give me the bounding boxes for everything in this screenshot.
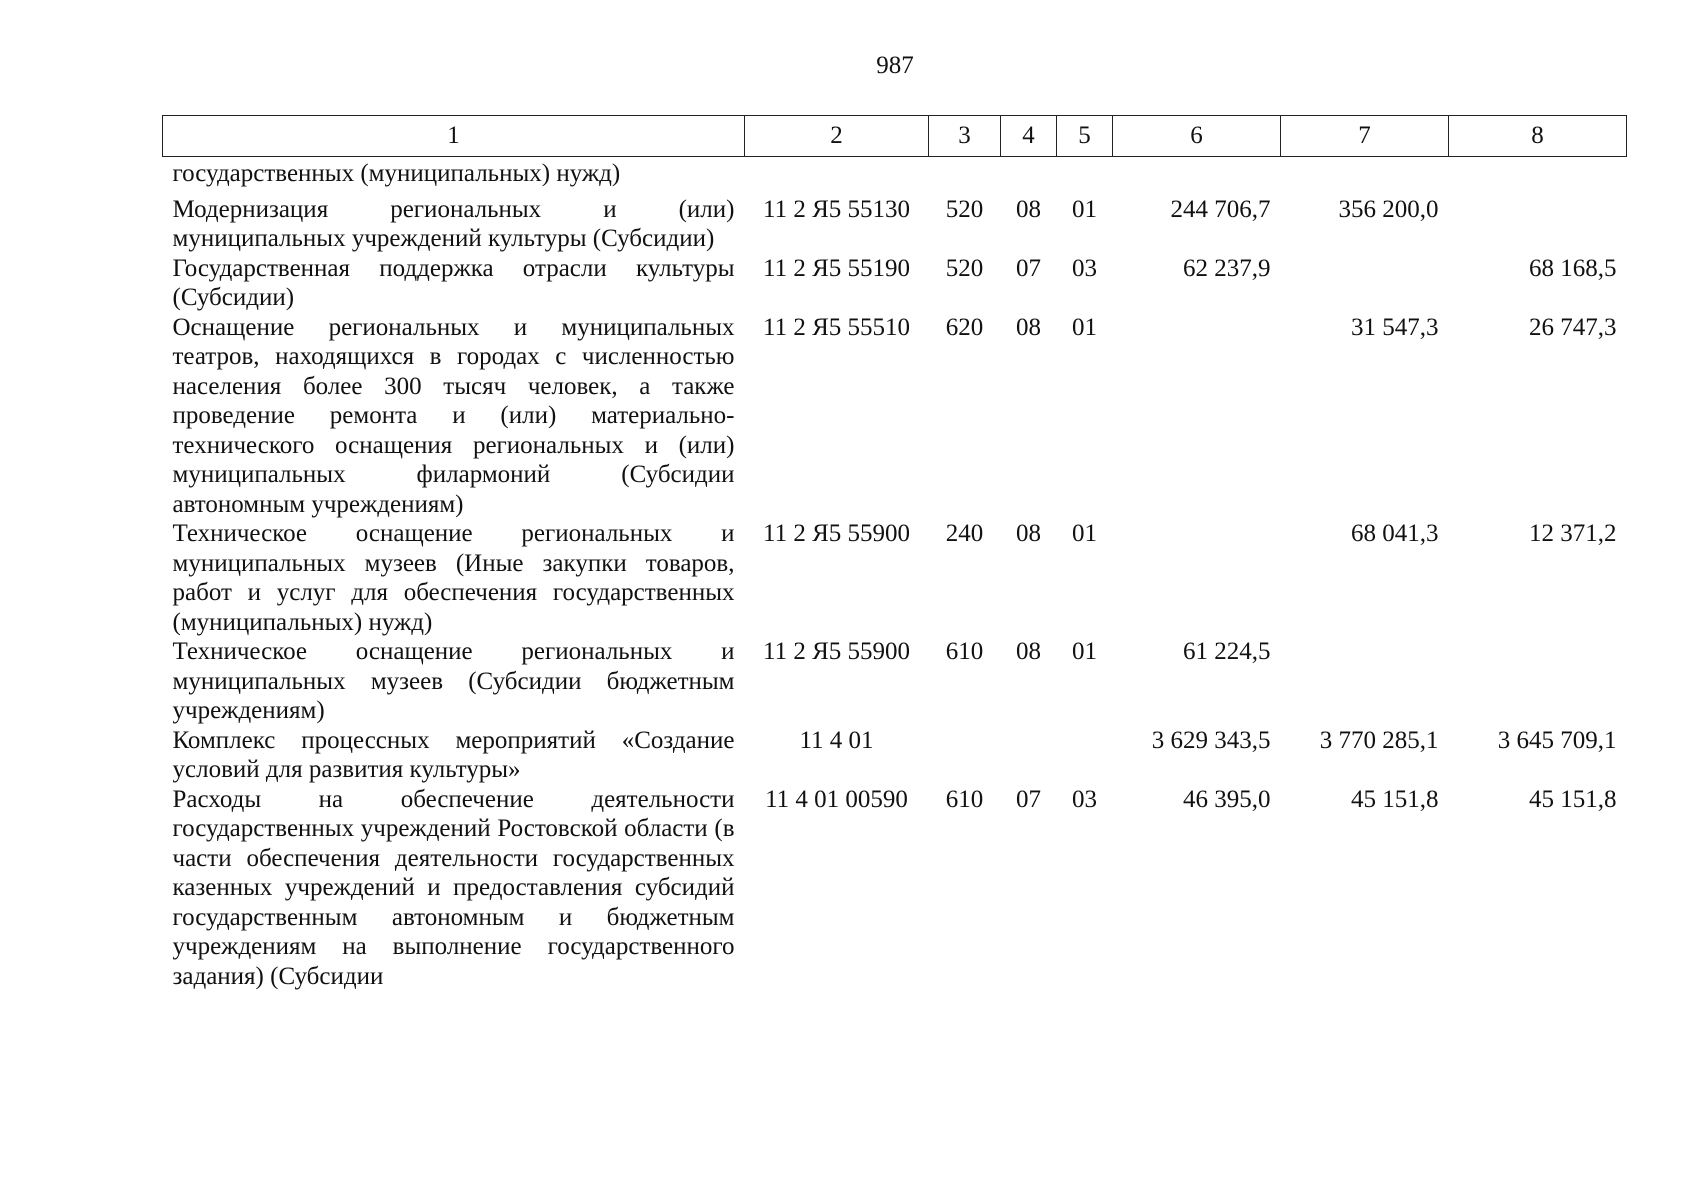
table-row xyxy=(163,313,1627,520)
header-col-8: 8 xyxy=(1449,116,1627,157)
row-expense-type: 520 xyxy=(945,195,984,223)
row-subsection: 03 xyxy=(1072,785,1097,813)
row-expense-type: 610 xyxy=(945,785,984,813)
row-value-7: 31 547,3 xyxy=(1351,313,1439,341)
row-value-7: 3 770 285,1 xyxy=(1319,726,1439,754)
row-value-6: 244 706,7 xyxy=(1170,195,1271,223)
row-description: Оснащение региональных и муниципальных театров, находящихся в городах с численностью населения более 300 тысяч человек, а также проведение ремонта и (или) материально-технического оснащения региональных и (или) муниципальных филармоний (Субсидии автономным учреждениям) xyxy=(172,313,735,518)
row-expense-type xyxy=(929,726,1001,785)
row-value-7: 45 151,8 xyxy=(1351,785,1439,813)
table-row xyxy=(163,726,1627,785)
row-value-7: 356 200,0 xyxy=(1338,195,1439,223)
row-value-6 xyxy=(1113,313,1281,520)
row-value-6 xyxy=(1113,157,1281,195)
row-value-6: 3 629 343,5 xyxy=(1151,726,1271,754)
row-description: Государственная поддержка отрасли культуры (Субсидии) xyxy=(172,254,735,311)
row-value-7: 68 041,3 xyxy=(1351,520,1439,547)
row-value-6: 62 237,9 xyxy=(1183,254,1271,282)
table-row xyxy=(163,254,1627,313)
row-value-8 xyxy=(1449,157,1627,195)
row-value-6: 61 224,5 xyxy=(1183,638,1271,665)
row-subsection: 01 xyxy=(1072,520,1097,547)
row-value-6 xyxy=(1113,519,1281,637)
table-row xyxy=(163,157,1627,195)
row-subsection xyxy=(1057,726,1113,785)
page-number: 987 xyxy=(876,52,914,79)
table-row xyxy=(163,785,1627,992)
row-target-code: 11 2 Я5 55900 xyxy=(763,638,910,665)
row-subsection: 01 xyxy=(1072,195,1097,223)
row-value-8 xyxy=(1449,637,1627,726)
row-value-7 xyxy=(1281,157,1449,195)
row-description: Техническое оснащение региональных и муниципальных музеев (Субсидии бюджетным учреждениям) xyxy=(172,638,735,724)
row-value-8: 68 168,5 xyxy=(1529,254,1617,282)
row-subsection xyxy=(1057,157,1113,195)
row-section xyxy=(1001,157,1057,195)
row-description: государственных (муниципальных) нужд) xyxy=(172,160,621,187)
header-col-6: 6 xyxy=(1113,116,1281,157)
row-value-8 xyxy=(1449,195,1627,254)
row-expense-type: 610 xyxy=(945,638,984,665)
row-expense-type: 520 xyxy=(945,254,984,282)
header-col-4: 4 xyxy=(1001,116,1057,157)
row-expense-type: 240 xyxy=(945,520,984,547)
row-target-code: 11 2 Я5 55510 xyxy=(763,313,910,341)
row-target-code: 11 2 Я5 55900 xyxy=(763,520,910,547)
table-row xyxy=(163,637,1627,726)
row-value-8: 26 747,3 xyxy=(1529,313,1617,341)
row-description: Техническое оснащение региональных и муниципальных музеев (Иные закупки товаров, работ и услуг для обеспечения государственных (муниципальных) нужд) xyxy=(172,520,735,636)
row-subsection: 01 xyxy=(1072,638,1097,665)
row-section: 08 xyxy=(1016,313,1041,341)
row-target-code: 11 4 01 00590 xyxy=(765,785,908,813)
row-subsection: 01 xyxy=(1072,313,1097,341)
row-subsection: 03 xyxy=(1072,254,1097,282)
header-col-7: 7 xyxy=(1281,116,1449,157)
table-row xyxy=(163,519,1627,637)
row-value-8: 3 645 709,1 xyxy=(1497,726,1617,754)
budget-table xyxy=(162,115,1627,991)
header-col-5: 5 xyxy=(1057,116,1113,157)
row-section xyxy=(1001,726,1057,785)
row-target-code: 11 2 Я5 55130 xyxy=(763,195,910,223)
table-row xyxy=(163,195,1627,254)
row-section: 08 xyxy=(1016,195,1041,223)
row-target-code xyxy=(745,157,929,195)
row-value-7 xyxy=(1281,637,1449,726)
row-value-7 xyxy=(1281,254,1449,313)
row-value-6: 46 395,0 xyxy=(1183,785,1271,813)
row-expense-type: 620 xyxy=(945,313,984,341)
row-description: Расходы на обеспечение деятельности государственных учреждений Ростовской области (в части обеспечения деятельности государственных казенных учреждений и предоставления субсидий государственным автономным и бюджетным учреждениям на выполнение государственного задания) (Субсидии xyxy=(172,785,735,990)
row-value-8: 45 151,8 xyxy=(1529,785,1617,813)
header-col-2: 2 xyxy=(745,116,929,157)
row-section: 07 xyxy=(1016,254,1041,282)
row-value-8: 12 371,2 xyxy=(1529,520,1617,547)
row-target-code: 11 4 01 xyxy=(799,726,874,754)
row-section: 08 xyxy=(1016,520,1041,547)
header-col-1: 1 xyxy=(163,116,745,157)
row-description: Комплекс процессных мероприятий «Создание условий для развития культуры» xyxy=(172,726,735,783)
row-expense-type xyxy=(929,157,1001,195)
row-section: 08 xyxy=(1016,638,1041,665)
header-row xyxy=(163,116,1627,157)
row-target-code: 11 2 Я5 55190 xyxy=(763,254,910,282)
row-description: Модернизация региональных и (или) муниципальных учреждений культуры (Субсидии) xyxy=(172,195,735,252)
row-section: 07 xyxy=(1016,785,1041,813)
header-col-3: 3 xyxy=(929,116,1001,157)
